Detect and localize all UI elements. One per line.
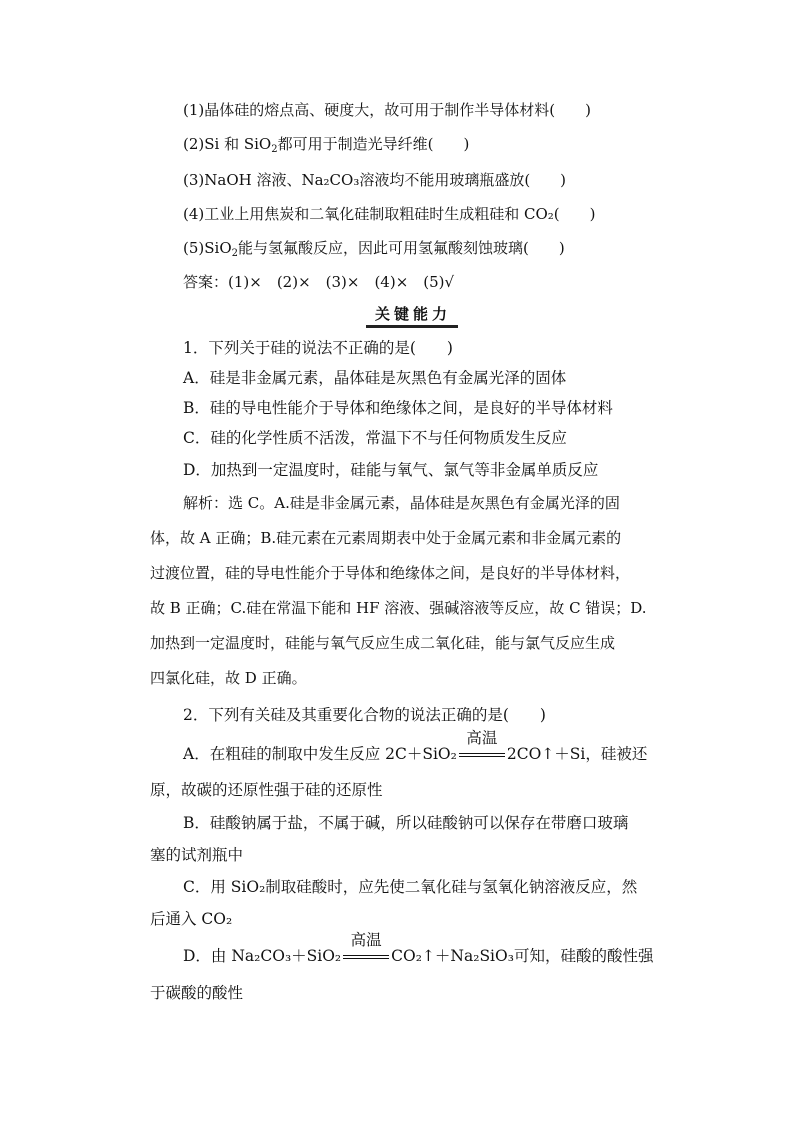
question-1-option-b: B．硅的导电性能介于导体和绝缘体之间，是良好的半导体材料 — [183, 399, 613, 417]
section-heading: 关键能力 — [374, 305, 451, 323]
section-heading-underline — [366, 325, 458, 328]
reaction-condition — [459, 729, 505, 764]
judgment-3: (3)NaOH 溶液、Na₂CO₃溶液均不能用玻璃瓶盛放( ) — [183, 171, 567, 189]
question-2-option-b-cont: 塞的试剂瓶中 — [150, 846, 244, 864]
option-d-text-post: CO₂↑＋Na₂SiO₃可知，硅酸的酸性强 — [391, 947, 654, 965]
question-1-option-d: D．加热到一定温度时，硅能与氧气、氯气等非金属单质反应 — [183, 461, 599, 479]
reaction-condition-label: 高温 — [350, 931, 382, 949]
question-2-option-c-cont: 后通入 CO₂ — [150, 910, 233, 928]
question-2-stem: 2．下列有关硅及其重要化合物的说法正确的是( ) — [183, 706, 546, 724]
question-1-option-c: C．硅的化学性质不活泼，常温下不与任何物质发生反应 — [183, 429, 567, 447]
judgment-5-pre: (5)SiO — [183, 239, 232, 257]
question-2-option-a — [183, 729, 648, 764]
judgment-2-post: 都可用于制造光导纤维( ) — [277, 135, 470, 153]
option-a-text-pre: A．在粗硅的制取中发生反应 2C＋SiO₂ — [183, 745, 457, 763]
equals-sign-bar — [459, 756, 505, 757]
question-1-stem: 1．下列关于硅的说法不正确的是( ) — [183, 339, 453, 357]
question-2-option-c: C．用 SiO₂制取硅酸时，应先使二氧化硅与氢氧化钠溶液反应，然 — [183, 878, 638, 896]
analysis-line: 体，故 A 正确；B.硅元素在元素周期表中处于金属元素和非金属元素的 — [150, 529, 622, 547]
reaction-condition-label: 高温 — [466, 729, 498, 747]
judgment-2 — [183, 134, 469, 154]
option-d-text-pre: D．由 Na₂CO₃＋SiO₂ — [183, 947, 342, 965]
analysis-line: 故 B 正确；C.硅在常温下能和 HF 溶液、强碱溶液等反应，故 C 错误；D. — [150, 599, 647, 617]
reaction-condition — [343, 931, 389, 966]
question-2-option-b: B．硅酸钠属于盐，不属于碱，所以硅酸钠可以保存在带磨口玻璃 — [183, 814, 629, 832]
judgment-2-pre: (2)Si 和 SiO — [183, 135, 272, 153]
analysis-line: 过渡位置，硅的导电性能介于导体和绝缘体之间，是良好的半导体材料， — [150, 564, 631, 582]
option-a-text-post: 2CO↑＋Si，硅被还 — [506, 745, 648, 763]
judgment-4: (4)工业上用焦炭和二氧化硅制取粗硅时生成粗硅和 CO₂( ) — [183, 205, 596, 223]
question-2-option-a-cont: 原，故碳的还原性强于硅的还原性 — [150, 781, 383, 799]
question-2-option-d-cont: 于碳酸的酸性 — [150, 984, 244, 1002]
question-1-option-a: A．硅是非金属元素，晶体硅是灰黑色有金属光泽的固体 — [183, 369, 567, 387]
analysis-line: 解析：选 C。A.硅是非金属元素，晶体硅是灰黑色有金属光泽的固 — [183, 494, 620, 512]
judgment-2-sub: 2 — [271, 144, 278, 155]
judgment-1: (1)晶体硅的熔点高、硬度大，故可用于制作半导体材料( ) — [183, 101, 591, 119]
equals-sign-bar — [343, 955, 389, 956]
equals-sign-bar — [343, 958, 389, 959]
question-2-option-d — [183, 931, 654, 966]
judgment-5-sub: 2 — [231, 248, 238, 259]
analysis-line: 加热到一定温度时，硅能与氧气反应生成二氧化硅，能与氯气反应生成 — [150, 634, 616, 652]
judgment-5 — [183, 238, 565, 258]
judgment-5-post: 能与氢氟酸反应，因此可用氢氟酸刻蚀玻璃( ) — [238, 239, 565, 257]
equals-sign-bar — [459, 753, 505, 754]
analysis-line: 四氯化硅，故 D 正确。 — [150, 669, 307, 687]
answer-line: 答案：(1)× (2)× (3)× (4)× (5)√ — [183, 273, 455, 291]
